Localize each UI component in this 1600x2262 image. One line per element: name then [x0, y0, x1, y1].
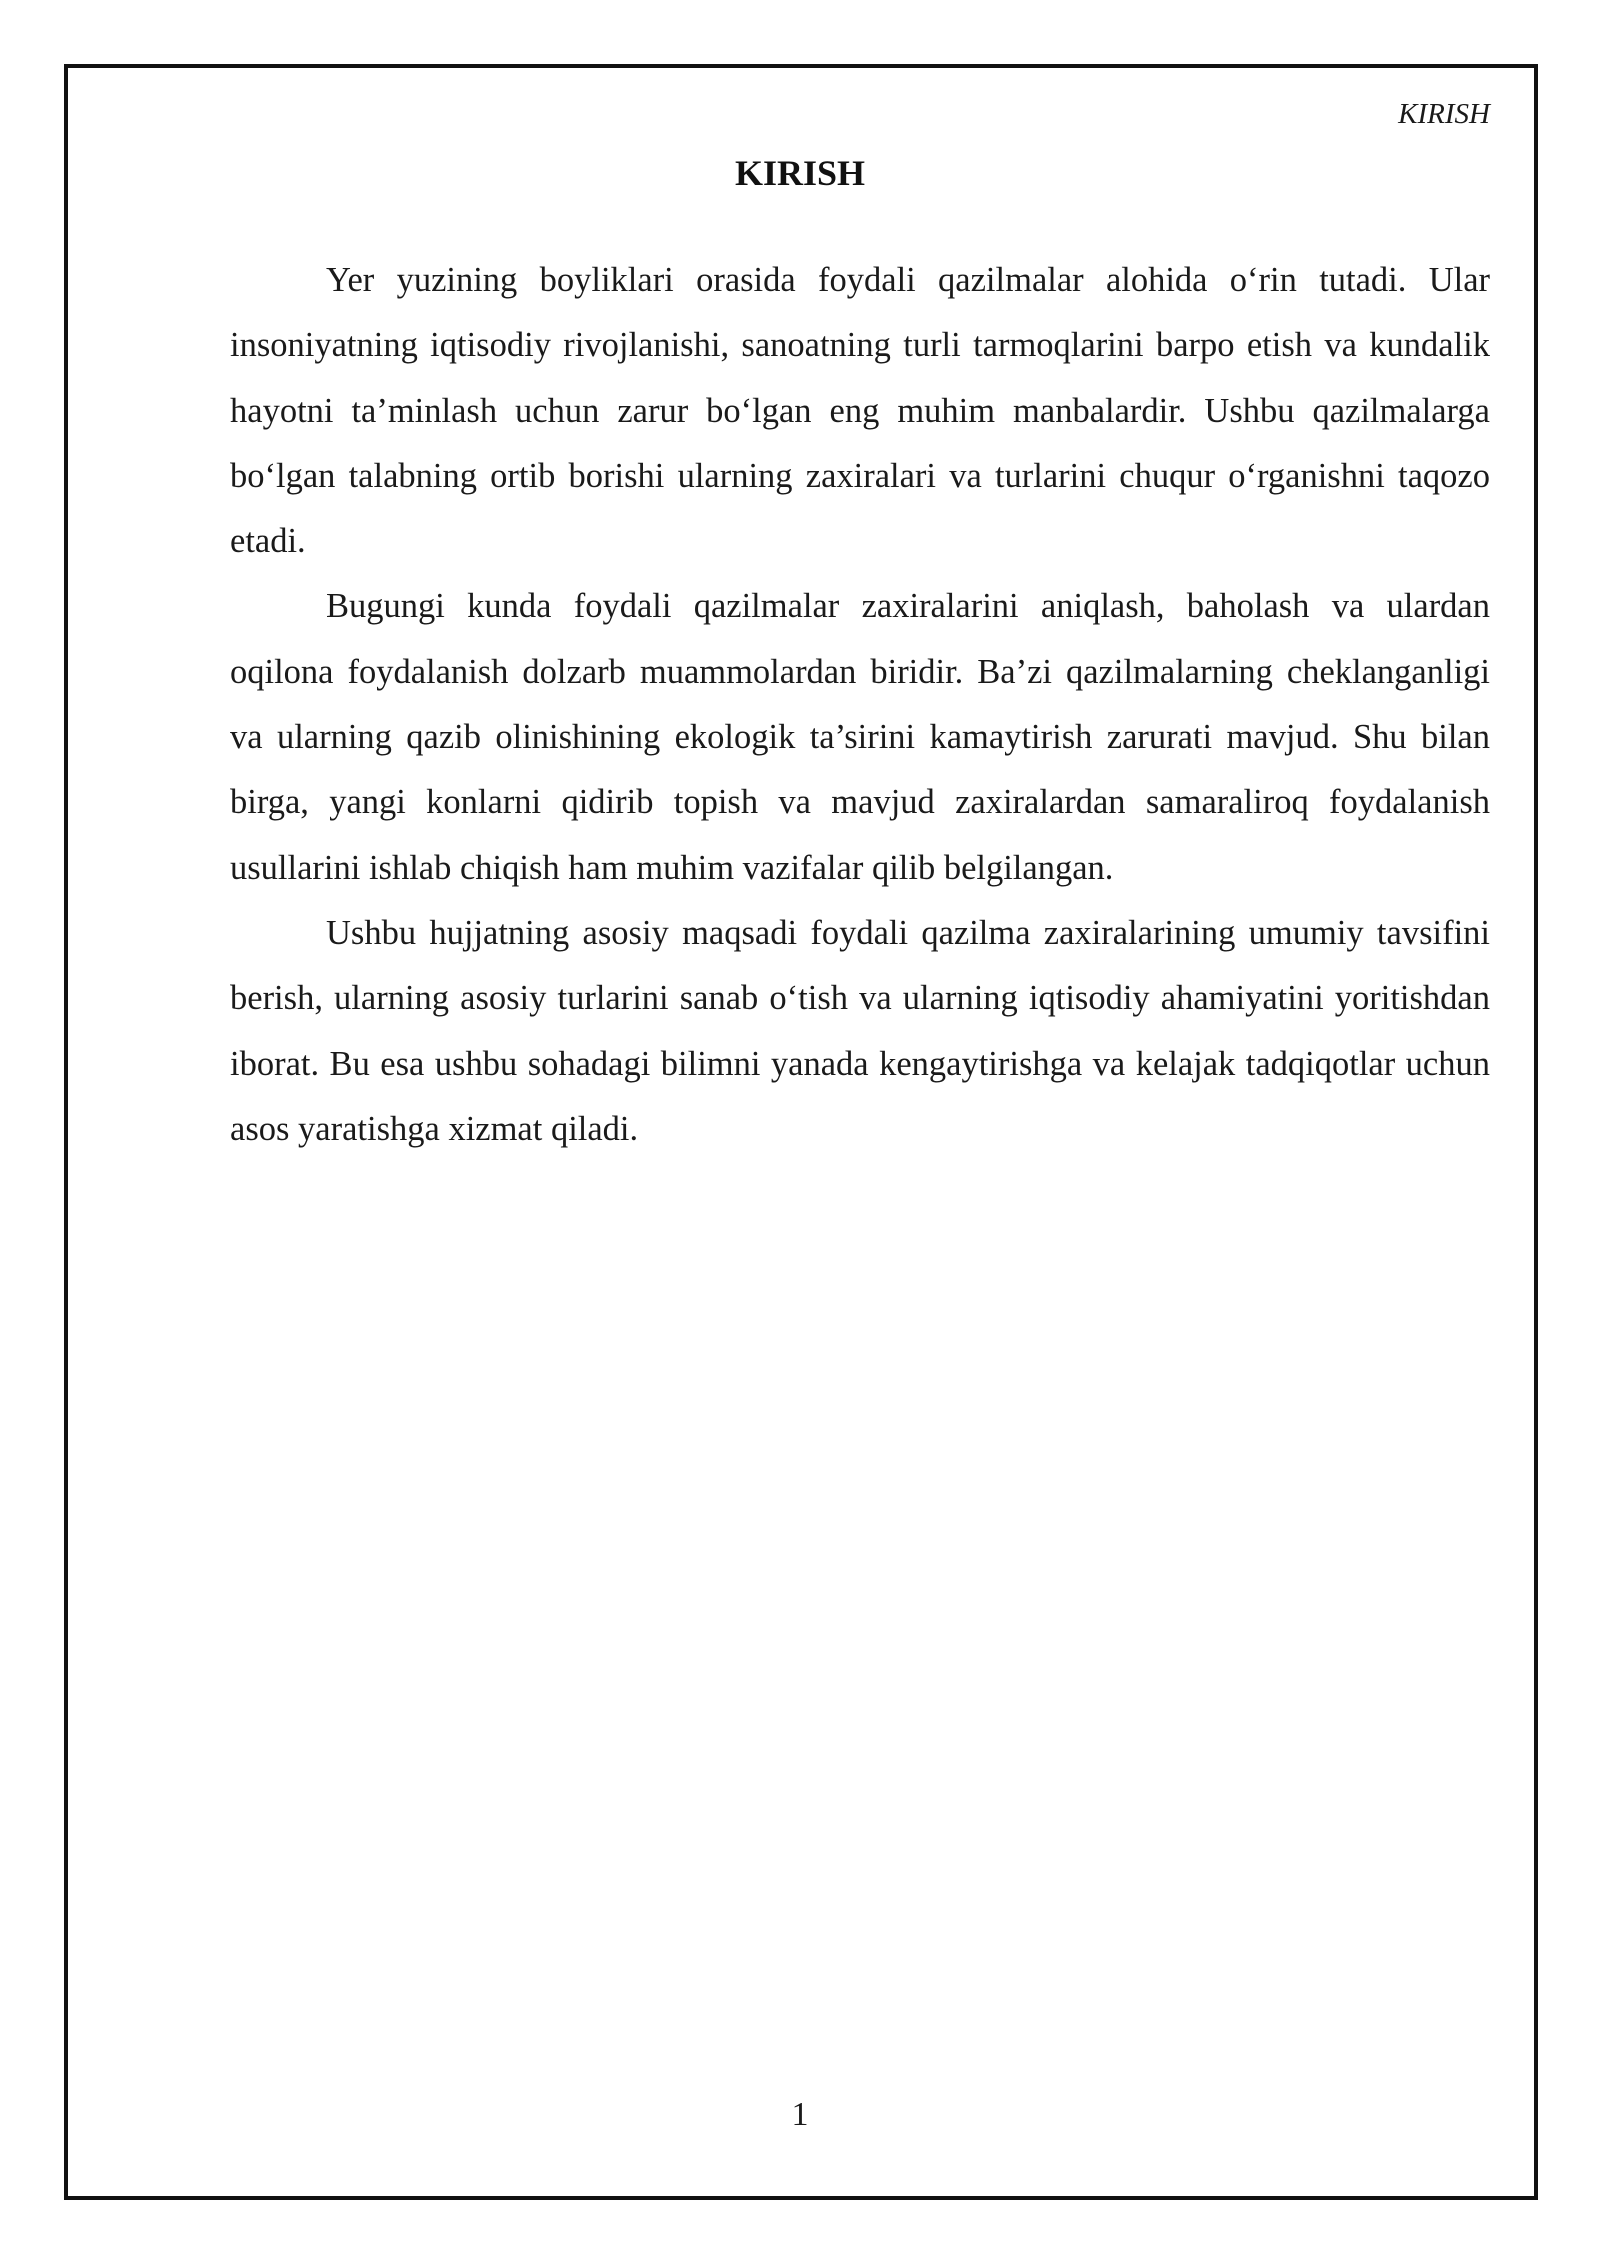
body-text: [230, 248, 1490, 1162]
paragraph: Bugungi kunda foydali qazilmalar zaxiralarini aniqlash, baholash va ulardan oqilona foydalanish dolzarb muammolardan biridir. Ba’zi qazilmalarning cheklanganligi va ularning qazib olinishining ekologik ta’sirini kamaytirish zarurati mavjud. Shu bilan birga, yangi konlarni qidirib topish va mavjud zaxiralardan samaraliroq foydalanish usullarini ishlab chiqish ham muhim vazifalar qilib belgilangan.: [230, 587, 1490, 887]
page-number: 1: [791, 2096, 809, 2133]
paragraph: Ushbu hujjatning asosiy maqsadi foydali qazilma zaxiralarining umumiy tavsifini berish, ularning asosiy turlarini sanab o‘tish va ularning iqtisodiy ahamiyatini yoritishdan iborat. Bu esa ushbu sohadagi bilimni yanada kengaytirishga va kelajak tadqiqotlar uchun asos yaratishga xizmat qiladi.: [230, 913, 1490, 1148]
page-title: KIRISH: [734, 153, 866, 193]
running-header: KIRISH: [1398, 98, 1490, 130]
paragraph: Yer yuzining boyliklari orasida foydali qazilmalar alohida o‘rin tutadi. Ular insoniyatning iqtisodiy rivojlanishi, sanoatning turli tarmoqlarini barpo etish va kundalik hayotni ta’minlash uchun zarur bo‘lgan eng muhim manbalardir. Ushbu qazilmalarga bo‘lgan talabning ortib borishi ularning zaxiralari va turlarini chuqur o‘rganishni taqozo etadi.: [230, 261, 1490, 561]
